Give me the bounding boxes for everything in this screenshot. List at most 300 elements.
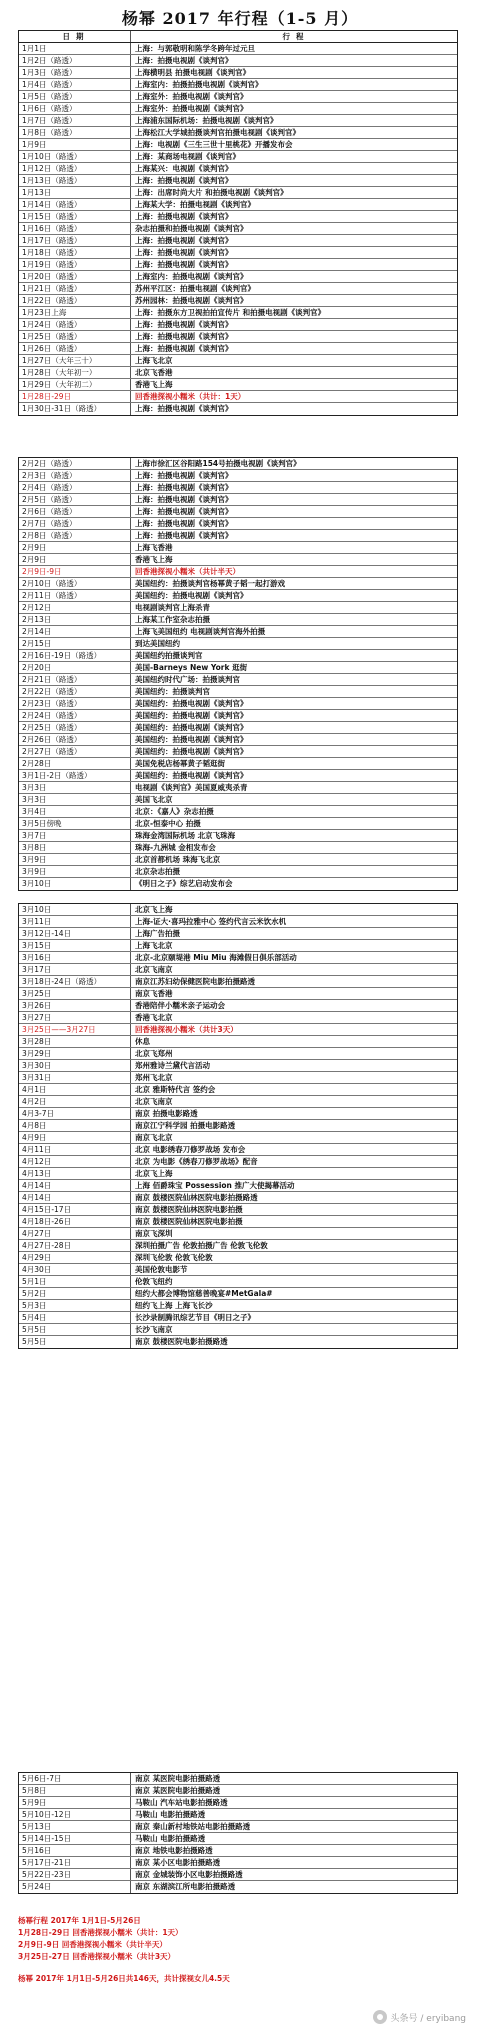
table-row <box>19 1857 457 1869</box>
row-event: 美国纽约：拍摄电视剧《谈判官》 <box>135 699 248 708</box>
row-event: 上海：拍摄电视剧《谈判官》 <box>135 260 233 269</box>
table-row <box>19 530 457 542</box>
row-event: 上海 佰爵珠宝 Possession 推广大使揭幕活动 <box>135 1181 295 1190</box>
row-date: 1月1日 <box>19 43 131 54</box>
row-date: 3月9日 <box>19 866 131 877</box>
row-event: 北京：《嘉人》杂志拍摄 <box>135 807 214 816</box>
row-date: 5月22日-23日 <box>19 1869 131 1880</box>
row-date: 3月16日 <box>19 952 131 963</box>
row-event: 上海飞美国纽约 电视剧谈判官海外拍摄 <box>135 627 266 636</box>
schedule-sheet-february-march <box>18 457 458 891</box>
row-date: 1月29日（大年初二） <box>19 379 131 390</box>
table-row <box>19 928 457 940</box>
row-event: 美国飞北京 <box>135 795 173 804</box>
row-date: 5月14日-15日 <box>19 1833 131 1844</box>
row-date: 5月5日 <box>19 1324 131 1335</box>
table-row <box>19 1060 457 1072</box>
table-row <box>19 638 457 650</box>
table-row <box>19 1869 457 1881</box>
row-event: 上海：拍摄电视剧《谈判官》 <box>135 531 233 540</box>
row-date: 2月9日-9日 <box>19 566 131 577</box>
row-event: 上海飞北京 <box>135 356 173 365</box>
row-date: 5月10日-12日 <box>19 1809 131 1820</box>
row-date: 1月14日（路透） <box>19 199 131 210</box>
row-event: 马鞍山 汽车站电影拍摄路透 <box>135 1798 228 1807</box>
row-date: 1月25日（路透） <box>19 331 131 342</box>
row-date: 1月6日（路透） <box>19 103 131 114</box>
row-event: 南京 某医院电影拍摄路透 <box>135 1786 221 1795</box>
row-event: 上海飞北京 <box>135 941 173 950</box>
row-event: 香港飞上海 <box>135 555 173 564</box>
row-date: 3月9日 <box>19 854 131 865</box>
row-event: 南京 金城装饰小区电影拍摄路透 <box>135 1870 243 1879</box>
row-event: 上海市徐汇区谷阳路154号拍摄电视剧《谈判官》 <box>135 459 301 468</box>
table-row <box>19 1336 457 1348</box>
row-date: 3月10日 <box>19 904 131 915</box>
row-event: 马鞍山 电影拍摄路透 <box>135 1834 206 1843</box>
row-date: 2月23日（路透） <box>19 698 131 709</box>
row-event: 南京 鼓楼医院仙林医院电影拍摄 <box>135 1217 243 1226</box>
row-date: 2月8日（路透） <box>19 530 131 541</box>
table-row <box>19 199 457 211</box>
table-row <box>19 626 457 638</box>
schedule-sheet-may <box>18 1772 458 1894</box>
table-row <box>19 542 457 554</box>
table-row <box>19 1300 457 1312</box>
row-event: 南京飞香港 <box>135 989 173 998</box>
row-event: 到达美国纽约 <box>135 639 180 648</box>
row-event: 北京飞上海 <box>135 1169 173 1178</box>
row-date: 1月28日-29日 <box>19 391 131 402</box>
row-date: 2月27日（路透） <box>19 746 131 757</box>
row-event: 马鞍山 电影拍摄路透 <box>135 1810 206 1819</box>
table-row <box>19 866 457 878</box>
row-event: 深圳拍摄广告 伦敦拍摄广告 伦敦飞伦敦 <box>135 1241 268 1250</box>
table-row <box>19 1192 457 1204</box>
table-row <box>19 578 457 590</box>
table-row <box>19 259 457 271</box>
table-row <box>19 602 457 614</box>
row-date: 2月16日-19日（路透） <box>19 650 131 661</box>
row-date: 4月12日 <box>19 1156 131 1167</box>
table-row <box>19 391 457 403</box>
row-date: 2月3日（路透） <box>19 470 131 481</box>
row-date: 3月7日 <box>19 830 131 841</box>
row-event: 香港陪伴小糯米亲子运动会 <box>135 1001 225 1010</box>
table-row <box>19 806 457 818</box>
table-row <box>19 734 457 746</box>
row-date: 2月28日 <box>19 758 131 769</box>
table-row <box>19 964 457 976</box>
table-row <box>19 1036 457 1048</box>
row-date: 2月24日（路透） <box>19 710 131 721</box>
table-row <box>19 331 457 343</box>
row-event: 北京飞香港 <box>135 368 173 377</box>
table-row <box>19 650 457 662</box>
row-date: 2月9日 <box>19 554 131 565</box>
row-date: 3月30日 <box>19 1060 131 1071</box>
row-date: 5月2日 <box>19 1288 131 1299</box>
header-date: 日期 <box>19 31 131 42</box>
row-event: 美国伦敦电影节 <box>135 1265 188 1274</box>
row-event: 上海室外：拍摄电视剧《谈判官》 <box>135 92 248 101</box>
row-event: 上海-证大·喜玛拉雅中心 签约代言云米饮水机 <box>135 917 287 926</box>
row-date: 3月31日 <box>19 1072 131 1083</box>
row-event: 伦敦飞纽约 <box>135 1277 173 1286</box>
row-date: 1月24日（路透） <box>19 319 131 330</box>
row-event: 上海：出席时尚大片 和拍摄电视剧《谈判官》 <box>135 188 288 197</box>
summary-heading: 杨幂行程 2017年 1月1日-5月26日 <box>18 1916 141 1925</box>
table-row <box>19 1108 457 1120</box>
row-date: 3月3日 <box>19 782 131 793</box>
row-date: 1月21日（路透） <box>19 283 131 294</box>
table-row <box>19 554 457 566</box>
row-event: 南京飞深圳 <box>135 1229 173 1238</box>
table-row <box>19 1204 457 1216</box>
row-date: 2月20日 <box>19 662 131 673</box>
table-row <box>19 223 457 235</box>
row-date: 1月27日（大年三十） <box>19 355 131 366</box>
table-row <box>19 904 457 916</box>
row-event: 美国纽约：拍摄电视剧《谈判官》 <box>135 735 248 744</box>
row-event: 上海某大学：拍摄电视剧《谈判官》 <box>135 200 255 209</box>
row-date: 1月12日（路透） <box>19 163 131 174</box>
row-date: 2月11日（路透） <box>19 590 131 601</box>
table-row <box>19 115 457 127</box>
table-row <box>19 67 457 79</box>
table-row <box>19 1120 457 1132</box>
table-row <box>19 151 457 163</box>
row-event: 香港飞上海 <box>135 380 173 389</box>
table-row <box>19 1821 457 1833</box>
row-date: 3月8日 <box>19 842 131 853</box>
table-row <box>19 614 457 626</box>
row-event: 回香港探视小糯米（共计3天） <box>135 1025 238 1034</box>
row-date: 5月8日 <box>19 1785 131 1796</box>
table-row <box>19 1252 457 1264</box>
row-event: 纽约大都会博物馆慈善晚宴#MetGala# <box>135 1289 273 1298</box>
table-row <box>19 379 457 391</box>
row-date: 2月13日 <box>19 614 131 625</box>
row-event: 上海：拍摄电视剧《谈判官》 <box>135 56 233 65</box>
row-event: 南京 鼓楼医院仙林医院电影拍摄 <box>135 1205 243 1214</box>
table-row <box>19 367 457 379</box>
table-row <box>19 482 457 494</box>
row-date: 3月11日 <box>19 916 131 927</box>
row-event: 南京 东湖滨江所电影拍摄路透 <box>135 1882 236 1891</box>
row-event: 上海室内：拍摄拍摄电视剧《谈判官》 <box>135 80 263 89</box>
row-event: 北京飞郑州 <box>135 1049 173 1058</box>
table-row <box>19 916 457 928</box>
table-row <box>19 458 457 470</box>
row-date: 1月20日（路透） <box>19 271 131 282</box>
row-event: 回香港探视小糯米（共计：1天） <box>135 392 246 401</box>
row-date: 1月8日（路透） <box>19 127 131 138</box>
table-row <box>19 1312 457 1324</box>
row-event: 郑州雅诗兰黛代言活动 <box>135 1061 210 1070</box>
watermark <box>373 2010 466 2024</box>
row-event: 上海：拍摄东方卫视拍拍宣传片 和拍摄电视剧《谈判官》 <box>135 308 326 317</box>
table-row <box>19 674 457 686</box>
row-date: 3月3日 <box>19 794 131 805</box>
row-date: 2月4日（路透） <box>19 482 131 493</box>
row-event: 美国纽约：拍摄电视剧《谈判官》 <box>135 591 248 600</box>
table-row <box>19 403 457 415</box>
row-event: 上海：拍摄电视剧《谈判官》 <box>135 507 233 516</box>
row-event: 上海室外：拍摄电视剧《谈判官》 <box>135 104 248 113</box>
row-date: 3月10日 <box>19 878 131 890</box>
table-row <box>19 211 457 223</box>
row-date: 1月16日（路透） <box>19 223 131 234</box>
table-row <box>19 139 457 151</box>
table-row <box>19 1288 457 1300</box>
row-date: 2月26日（路透） <box>19 734 131 745</box>
row-event: 美国免税店杨幂黄子韬逛街 <box>135 759 225 768</box>
summary-line: 1月28日-29日 回香港探视小糯米（共计：1天） <box>18 1928 183 1937</box>
row-event: 回香港探视小糯米（共计半天） <box>135 567 240 576</box>
row-date: 1月23日上海 <box>19 307 131 318</box>
table-row <box>19 1773 457 1785</box>
table-row <box>19 1096 457 1108</box>
row-event: 上海：与郭敬明和陈学冬跨年过元旦 <box>135 44 255 53</box>
row-date: 2月25日（路透） <box>19 722 131 733</box>
table-row <box>19 1072 457 1084</box>
row-event: 珠海金湾国际机场 北京飞珠海 <box>135 831 236 840</box>
table-row <box>19 878 457 890</box>
row-date: 5月16日 <box>19 1845 131 1856</box>
row-event: 北京飞南京 <box>135 965 173 974</box>
row-event: 美国纽约：拍摄电视剧《谈判官》 <box>135 711 248 720</box>
row-event: 电视剧《谈判官》美国夏威夷杀青 <box>135 783 248 792</box>
row-event: 美国纽约：拍摄电视剧《谈判官》 <box>135 771 248 780</box>
row-event: 纽约飞上海 上海飞长沙 <box>135 1301 213 1310</box>
row-date: 3月29日 <box>19 1048 131 1059</box>
row-event: 电视剧谈判官上海杀青 <box>135 603 210 612</box>
row-event: 上海：拍摄电视剧《谈判官》 <box>135 320 233 329</box>
table-row <box>19 55 457 67</box>
table-row <box>19 1180 457 1192</box>
row-date: 5月1日 <box>19 1276 131 1287</box>
table-row <box>19 103 457 115</box>
row-date: 4月3-7日 <box>19 1108 131 1119</box>
table-row <box>19 818 457 830</box>
row-date: 4月15日-17日 <box>19 1204 131 1215</box>
row-date: 4月14日 <box>19 1192 131 1203</box>
row-date: 2月21日（路透） <box>19 674 131 685</box>
table-row <box>19 295 457 307</box>
row-event: 北京 雅斯特代言 签约会 <box>135 1085 216 1094</box>
table-row <box>19 1168 457 1180</box>
row-event: 上海：拍摄电视剧《谈判官》 <box>135 471 233 480</box>
row-event: 上海浦东国际机场：拍摄电视剧《谈判官》 <box>135 116 278 125</box>
table-row <box>19 854 457 866</box>
row-date: 1月19日（路透） <box>19 259 131 270</box>
row-event: 南京江苏妇幼保健医院电影拍摄路透 <box>135 977 255 986</box>
row-event: 北京 为电影《绣春刀修罗战场》配音 <box>135 1157 258 1166</box>
table-row <box>19 710 457 722</box>
row-date: 2月15日 <box>19 638 131 649</box>
table-row <box>19 976 457 988</box>
row-event: 珠海-九洲城 金相发布会 <box>135 843 216 852</box>
table-row <box>19 1144 457 1156</box>
table-row <box>19 566 457 578</box>
row-event: 上海：拍摄电视剧《谈判官》 <box>135 483 233 492</box>
row-date: 1月10日（路透） <box>19 151 131 162</box>
row-date: 4月27日-28日 <box>19 1240 131 1251</box>
row-event: 上海：拍摄电视剧《谈判官》 <box>135 495 233 504</box>
row-date: 1月28日（大年初一） <box>19 367 131 378</box>
row-event: 北京-恒泰中心 拍摄 <box>135 819 201 828</box>
row-event: 上海：拍摄电视剧《谈判官》 <box>135 212 233 221</box>
table-row <box>19 283 457 295</box>
row-event: 美国纽约：拍摄电视剧《谈判官》 <box>135 723 248 732</box>
row-event: 美国纽约时代广场：拍摄谈判官 <box>135 675 240 684</box>
row-date: 5月3日 <box>19 1300 131 1311</box>
table-row <box>19 1024 457 1036</box>
row-date: 5月17日-21日 <box>19 1857 131 1868</box>
table-row <box>19 1845 457 1857</box>
row-event: 美国纽约：拍摄谈判官杨幂黄子韬一起打游戏 <box>135 579 285 588</box>
row-date: 1月9日 <box>19 139 131 150</box>
row-event: 香港飞北京 <box>135 1013 173 1022</box>
row-date: 5月5日 <box>19 1336 131 1348</box>
row-event: 郑州飞北京 <box>135 1073 173 1082</box>
table-row <box>19 1324 457 1336</box>
table-row <box>19 1012 457 1024</box>
row-event: 长沙飞南京 <box>135 1325 173 1334</box>
table-row <box>19 698 457 710</box>
row-event: 北京-北京颐堤港 Miu Miu 海滩假日俱乐部活动 <box>135 953 297 962</box>
table-row <box>19 1132 457 1144</box>
table-row <box>19 722 457 734</box>
row-date: 1月30日-31日（路透） <box>19 403 131 415</box>
row-date: 1月17日（路透） <box>19 235 131 246</box>
table-row <box>19 163 457 175</box>
row-date: 3月12日-14日 <box>19 928 131 939</box>
row-date: 4月8日 <box>19 1120 131 1131</box>
row-event: 南京 拍摄电影路透 <box>135 1109 198 1118</box>
row-date: 3月25日——3月27日 <box>19 1024 131 1035</box>
row-date: 2月7日（路透） <box>19 518 131 529</box>
row-event: 上海：电视剧《三生三世十里桃花》开播发布会 <box>135 140 293 149</box>
account-icon <box>373 2010 387 2024</box>
row-event: 北京飞南京 <box>135 1097 173 1106</box>
row-date: 3月15日 <box>19 940 131 951</box>
row-event: 上海某工作室杂志拍摄 <box>135 615 210 624</box>
table-row <box>19 842 457 854</box>
row-event: 上海：某商场电视剧《谈判官》 <box>135 152 240 161</box>
table-row <box>19 758 457 770</box>
table-row <box>19 952 457 964</box>
summary-total: 杨幂 2017年 1月1日-5月26日共146天，共计探视女儿4.5天 <box>18 1974 230 1983</box>
row-date: 2月12日 <box>19 602 131 613</box>
row-event: 休息 <box>135 1037 150 1046</box>
table-row <box>19 127 457 139</box>
row-date: 4月1日 <box>19 1084 131 1095</box>
row-date: 4月30日 <box>19 1264 131 1275</box>
summary-line: 3月25日-27日 回香港探视小糯米（共计3天） <box>18 1952 176 1961</box>
row-event: 南京飞北京 <box>135 1133 173 1142</box>
table-row <box>19 1881 457 1893</box>
table-row <box>19 470 457 482</box>
schedule-sheet-march-may <box>18 903 458 1349</box>
row-event: 北京飞上海 <box>135 905 173 914</box>
row-event: 美国纽约拍摄谈判官 <box>135 651 203 660</box>
row-date: 4月29日 <box>19 1252 131 1263</box>
table-row <box>19 43 457 55</box>
row-date: 4月2日 <box>19 1096 131 1107</box>
row-event: 上海：拍摄电视剧《谈判官》 <box>135 519 233 528</box>
row-date: 1月5日（路透） <box>19 91 131 102</box>
row-date: 3月18日-24日（路透） <box>19 976 131 987</box>
row-event: 美国-Barneys New York 逛街 <box>135 663 248 672</box>
row-date: 5月13日 <box>19 1821 131 1832</box>
table-header <box>19 31 457 43</box>
row-date: 1月13日 <box>19 187 131 198</box>
row-date: 2月9日 <box>19 542 131 553</box>
table-row <box>19 746 457 758</box>
table-row <box>19 1785 457 1797</box>
table-row <box>19 271 457 283</box>
row-date: 2月10日（路透） <box>19 578 131 589</box>
summary-block <box>18 1915 458 1985</box>
table-row <box>19 355 457 367</box>
table-row <box>19 590 457 602</box>
row-date: 1月7日（路透） <box>19 115 131 126</box>
row-date: 2月14日 <box>19 626 131 637</box>
row-event: 上海某兴：电视剧《谈判官》 <box>135 164 233 173</box>
row-date: 4月13日 <box>19 1168 131 1179</box>
row-date: 1月22日（路透） <box>19 295 131 306</box>
table-row <box>19 1809 457 1821</box>
row-event: 上海：拍摄电视剧《谈判官》 <box>135 332 233 341</box>
row-date: 3月1日-2日（路透） <box>19 770 131 781</box>
row-date: 3月4日 <box>19 806 131 817</box>
table-row <box>19 1216 457 1228</box>
row-event: 南京 地铁电影拍摄路透 <box>135 1846 213 1855</box>
schedule-sheet-january <box>18 30 458 416</box>
row-event: 上海：拍摄电视剧《谈判官》 <box>135 404 233 413</box>
row-event: 上海飞香港 <box>135 543 173 552</box>
row-event: 苏州平江区：拍摄电视剧《谈判官》 <box>135 284 255 293</box>
row-event: 北京杂志拍摄 <box>135 867 180 876</box>
row-date: 1月26日（路透） <box>19 343 131 354</box>
row-event: 苏州园林：拍摄电视剧《谈判官》 <box>135 296 248 305</box>
table-row <box>19 518 457 530</box>
row-date: 1月13日（路透） <box>19 175 131 186</box>
row-date: 1月2日（路透） <box>19 55 131 66</box>
row-event: 南京 鼓楼医院仙林医院电影拍摄路透 <box>135 1193 258 1202</box>
row-date: 1月15日（路透） <box>19 211 131 222</box>
table-row <box>19 187 457 199</box>
table-row <box>19 247 457 259</box>
table-row <box>19 1084 457 1096</box>
row-event: 上海室内：拍摄电视剧《谈判官》 <box>135 272 248 281</box>
row-event: 南京 某医院电影拍摄路透 <box>135 1774 221 1783</box>
table-row <box>19 1833 457 1845</box>
row-date: 1月3日（路透） <box>19 67 131 78</box>
row-date: 2月22日（路透） <box>19 686 131 697</box>
row-date: 1月18日（路透） <box>19 247 131 258</box>
table-row <box>19 988 457 1000</box>
row-event: 北京 电影绣春刀修罗战场 发布会 <box>135 1145 246 1154</box>
table-row <box>19 830 457 842</box>
row-event: 上海：拍摄电视剧《谈判官》 <box>135 344 233 353</box>
table-row <box>19 343 457 355</box>
row-date: 3月25日 <box>19 988 131 999</box>
row-date: 5月4日 <box>19 1312 131 1323</box>
page-title: 杨幂 2017 年行程（1-5 月） <box>121 9 359 28</box>
